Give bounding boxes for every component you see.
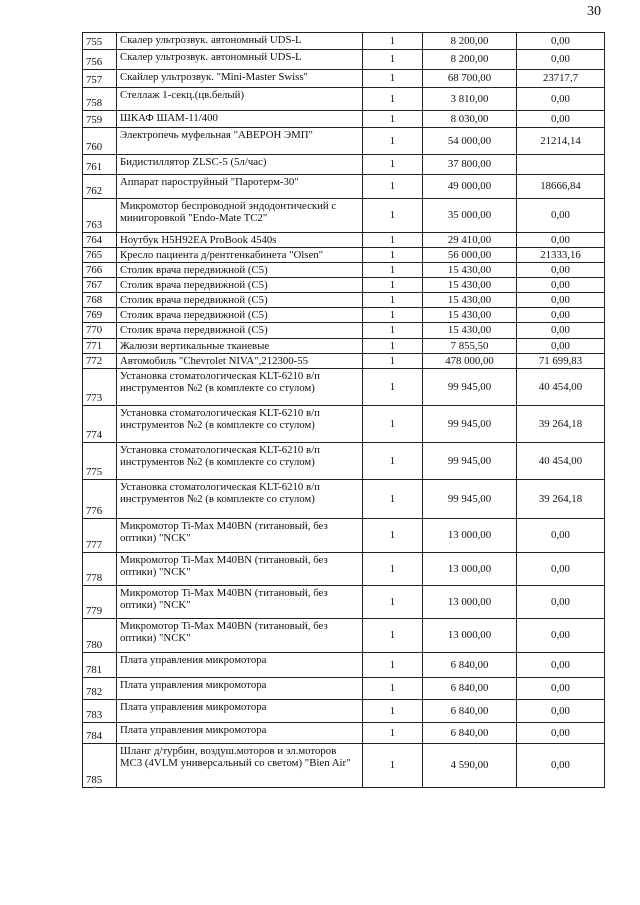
table-row	[83, 70, 605, 88]
residual-value-cell: 0,00	[517, 552, 605, 585]
quantity-cell: 1	[363, 263, 423, 278]
item-name-cell: Микромотор беспроводной эндодонтический с минигоровкой "Endo-Mate TC2"	[117, 199, 363, 233]
cost-cell: 8 200,00	[423, 33, 517, 50]
table-row	[83, 199, 605, 233]
item-name-cell: Кресло пациента д/рентгенкабинета "Olsen"	[117, 248, 363, 263]
quantity-cell: 1	[363, 33, 423, 50]
table-row	[83, 323, 605, 338]
item-name-cell: Столик врача передвижной (С5)	[117, 278, 363, 293]
row-number-cell: 774	[83, 405, 117, 442]
residual-value-cell: 39 264,18	[517, 405, 605, 442]
quantity-cell: 1	[363, 743, 423, 787]
residual-value-cell: 0,00	[517, 652, 605, 677]
row-number-cell: 763	[83, 199, 117, 233]
residual-value-cell: 0,00	[517, 88, 605, 111]
residual-value-cell: 0,00	[517, 293, 605, 308]
table-row	[83, 743, 605, 787]
quantity-cell: 1	[363, 278, 423, 293]
quantity-cell: 1	[363, 50, 423, 70]
row-number-cell: 758	[83, 88, 117, 111]
table-row	[83, 585, 605, 618]
row-number-cell: 764	[83, 233, 117, 248]
quantity-cell: 1	[363, 652, 423, 677]
inventory-table	[82, 32, 605, 788]
quantity-cell: 1	[363, 722, 423, 743]
table-row	[83, 338, 605, 353]
quantity-cell: 1	[363, 308, 423, 323]
item-name-cell: Аппарат пароструйный "Паротерм-30"	[117, 175, 363, 199]
row-number-cell: 768	[83, 293, 117, 308]
row-number-cell: 775	[83, 442, 117, 479]
cost-cell: 6 840,00	[423, 652, 517, 677]
item-name-cell: Микромотор Ti-Max M40BN (титановый, без оптики) "NCK"	[117, 552, 363, 585]
cost-cell: 15 430,00	[423, 293, 517, 308]
row-number-cell: 759	[83, 111, 117, 128]
cost-cell: 15 430,00	[423, 263, 517, 278]
quantity-cell: 1	[363, 111, 423, 128]
residual-value-cell: 21214,14	[517, 128, 605, 155]
residual-value-cell: 0,00	[517, 722, 605, 743]
table-row	[83, 155, 605, 175]
table-row	[83, 442, 605, 479]
residual-value-cell: 0,00	[517, 677, 605, 699]
item-name-cell: Столик врача передвижной (С5)	[117, 323, 363, 338]
item-name-cell: Скайлер ультрозвук. "Mini-Master Swiss"	[117, 70, 363, 88]
quantity-cell: 1	[363, 368, 423, 405]
item-name-cell: Плата управления микромотора	[117, 677, 363, 699]
item-name-cell: Электропечь муфельная "АВЕРОН ЭМП"	[117, 128, 363, 155]
quantity-cell: 1	[363, 353, 423, 368]
item-name-cell: Ноутбук H5H92EA ProBook 4540s	[117, 233, 363, 248]
table-row	[83, 33, 605, 50]
item-name-cell: ШКАФ ШАМ-11/400	[117, 111, 363, 128]
cost-cell: 15 430,00	[423, 308, 517, 323]
residual-value-cell: 18666,84	[517, 175, 605, 199]
row-number-cell: 773	[83, 368, 117, 405]
row-number-cell: 784	[83, 722, 117, 743]
quantity-cell: 1	[363, 248, 423, 263]
table-row	[83, 722, 605, 743]
item-name-cell: Установка стоматологическая KLT-6210 в/п инструментов №2 (в комплекте со стулом)	[117, 368, 363, 405]
row-number-cell: 756	[83, 50, 117, 70]
cost-cell: 99 945,00	[423, 405, 517, 442]
table-row	[83, 405, 605, 442]
row-number-cell: 776	[83, 479, 117, 518]
cost-cell: 68 700,00	[423, 70, 517, 88]
cost-cell: 49 000,00	[423, 175, 517, 199]
cost-cell: 54 000,00	[423, 128, 517, 155]
residual-value-cell: 0,00	[517, 33, 605, 50]
item-name-cell: Микромотор Ti-Max M40BN (титановый, без оптики) "NCK"	[117, 518, 363, 552]
row-number-cell: 765	[83, 248, 117, 263]
item-name-cell: Скалер ультрозвук. автономный UDS-L	[117, 50, 363, 70]
item-name-cell: Столик врача передвижной (С5)	[117, 293, 363, 308]
quantity-cell: 1	[363, 338, 423, 353]
cost-cell: 6 840,00	[423, 699, 517, 722]
residual-value-cell: 40 454,00	[517, 368, 605, 405]
item-name-cell: Столик врача передвижной (С5)	[117, 263, 363, 278]
residual-value-cell: 0,00	[517, 199, 605, 233]
item-name-cell: Плата управления микромотора	[117, 722, 363, 743]
quantity-cell: 1	[363, 88, 423, 111]
item-name-cell: Стеллаж 1-секц.(цв.белый)	[117, 88, 363, 111]
cost-cell: 6 840,00	[423, 722, 517, 743]
table-row	[83, 278, 605, 293]
residual-value-cell: 40 454,00	[517, 442, 605, 479]
residual-value-cell: 0,00	[517, 585, 605, 618]
quantity-cell: 1	[363, 323, 423, 338]
quantity-cell: 1	[363, 518, 423, 552]
item-name-cell: Плата управления микромотора	[117, 652, 363, 677]
cost-cell: 99 945,00	[423, 479, 517, 518]
quantity-cell: 1	[363, 405, 423, 442]
residual-value-cell: 0,00	[517, 323, 605, 338]
residual-value-cell: 0,00	[517, 618, 605, 652]
item-name-cell: Установка стоматологическая KLT-6210 в/п инструментов №2 (в комплекте со стулом)	[117, 405, 363, 442]
inventory-table-body	[83, 33, 605, 788]
residual-value-cell: 0,00	[517, 699, 605, 722]
cost-cell: 4 590,00	[423, 743, 517, 787]
cost-cell: 35 000,00	[423, 199, 517, 233]
quantity-cell: 1	[363, 293, 423, 308]
table-row	[83, 552, 605, 585]
row-number-cell: 779	[83, 585, 117, 618]
table-row	[83, 479, 605, 518]
row-number-cell: 766	[83, 263, 117, 278]
row-number-cell: 780	[83, 618, 117, 652]
item-name-cell: Микромотор Ti-Max M40BN (титановый, без оптики) "NCK"	[117, 618, 363, 652]
cost-cell: 13 000,00	[423, 618, 517, 652]
row-number-cell: 767	[83, 278, 117, 293]
cost-cell: 15 430,00	[423, 323, 517, 338]
quantity-cell: 1	[363, 175, 423, 199]
row-number-cell: 778	[83, 552, 117, 585]
residual-value-cell: 0,00	[517, 518, 605, 552]
residual-value-cell: 0,00	[517, 338, 605, 353]
cost-cell: 56 000,00	[423, 248, 517, 263]
quantity-cell: 1	[363, 233, 423, 248]
cost-cell: 6 840,00	[423, 677, 517, 699]
table-row	[83, 293, 605, 308]
row-number-cell: 782	[83, 677, 117, 699]
row-number-cell: 757	[83, 70, 117, 88]
residual-value-cell: 0,00	[517, 233, 605, 248]
item-name-cell: Жалюзи вертикальные тканевые	[117, 338, 363, 353]
row-number-cell: 771	[83, 338, 117, 353]
item-name-cell: Автомобиль "Chevrolet NIVA",212300-55	[117, 353, 363, 368]
cost-cell: 29 410,00	[423, 233, 517, 248]
item-name-cell: Скалер ультрозвук. автономный UDS-L	[117, 33, 363, 50]
cost-cell: 8 200,00	[423, 50, 517, 70]
quantity-cell: 1	[363, 585, 423, 618]
item-name-cell: Плата управления микромотора	[117, 699, 363, 722]
quantity-cell: 1	[363, 70, 423, 88]
quantity-cell: 1	[363, 552, 423, 585]
table-row	[83, 263, 605, 278]
residual-value-cell: 39 264,18	[517, 479, 605, 518]
table-row	[83, 353, 605, 368]
residual-value-cell: 0,00	[517, 743, 605, 787]
scan-speck	[94, 786, 96, 788]
residual-value-cell: 0,00	[517, 308, 605, 323]
table-row	[83, 111, 605, 128]
row-number-cell: 755	[83, 33, 117, 50]
table-row	[83, 699, 605, 722]
row-number-cell: 785	[83, 743, 117, 787]
quantity-cell: 1	[363, 618, 423, 652]
cost-cell: 13 000,00	[423, 585, 517, 618]
cost-cell: 99 945,00	[423, 442, 517, 479]
row-number-cell: 781	[83, 652, 117, 677]
table-row	[83, 233, 605, 248]
residual-value-cell: 0,00	[517, 278, 605, 293]
row-number-cell: 777	[83, 518, 117, 552]
table-row	[83, 308, 605, 323]
residual-value-cell: 71 699,83	[517, 353, 605, 368]
table-row	[83, 175, 605, 199]
residual-value-cell: 0,00	[517, 263, 605, 278]
quantity-cell: 1	[363, 479, 423, 518]
residual-value-cell: 23717,7	[517, 70, 605, 88]
table-row	[83, 248, 605, 263]
row-number-cell: 760	[83, 128, 117, 155]
quantity-cell: 1	[363, 677, 423, 699]
table-row	[83, 50, 605, 70]
table-row	[83, 618, 605, 652]
cost-cell: 3 810,00	[423, 88, 517, 111]
item-name-cell: Столик врача передвижной (С5)	[117, 308, 363, 323]
cost-cell: 13 000,00	[423, 518, 517, 552]
item-name-cell: Бидистиллятор ZLSC-5 (5л/час)	[117, 155, 363, 175]
cost-cell: 7 855,50	[423, 338, 517, 353]
row-number-cell: 783	[83, 699, 117, 722]
cost-cell: 15 430,00	[423, 278, 517, 293]
residual-value-cell: 21333,16	[517, 248, 605, 263]
cost-cell: 37 800,00	[423, 155, 517, 175]
residual-value-cell	[517, 155, 605, 175]
quantity-cell: 1	[363, 155, 423, 175]
residual-value-cell: 0,00	[517, 111, 605, 128]
row-number-cell: 770	[83, 323, 117, 338]
row-number-cell: 769	[83, 308, 117, 323]
row-number-cell: 762	[83, 175, 117, 199]
cost-cell: 13 000,00	[423, 552, 517, 585]
table-row	[83, 88, 605, 111]
table-row	[83, 128, 605, 155]
page-number: 30	[587, 4, 601, 19]
cost-cell: 478 000,00	[423, 353, 517, 368]
row-number-cell: 761	[83, 155, 117, 175]
cost-cell: 8 030,00	[423, 111, 517, 128]
table-row	[83, 677, 605, 699]
item-name-cell: Микромотор Ti-Max M40BN (титановый, без оптики) "NCK"	[117, 585, 363, 618]
residual-value-cell: 0,00	[517, 50, 605, 70]
quantity-cell: 1	[363, 128, 423, 155]
item-name-cell: Установка стоматологическая KLT-6210 в/п инструментов №2 (в комплекте со стулом)	[117, 479, 363, 518]
table-row	[83, 652, 605, 677]
quantity-cell: 1	[363, 442, 423, 479]
cost-cell: 99 945,00	[423, 368, 517, 405]
quantity-cell: 1	[363, 699, 423, 722]
item-name-cell: Установка стоматологическая KLT-6210 в/п инструментов №2 (в комплекте со стулом)	[117, 442, 363, 479]
row-number-cell: 772	[83, 353, 117, 368]
table-row	[83, 518, 605, 552]
item-name-cell: Шланг д/турбин, воздуш.моторов и эл.моторов МС3 (4VLM универсальный со светом) "Bien Air"	[117, 743, 363, 787]
table-row	[83, 368, 605, 405]
quantity-cell: 1	[363, 199, 423, 233]
